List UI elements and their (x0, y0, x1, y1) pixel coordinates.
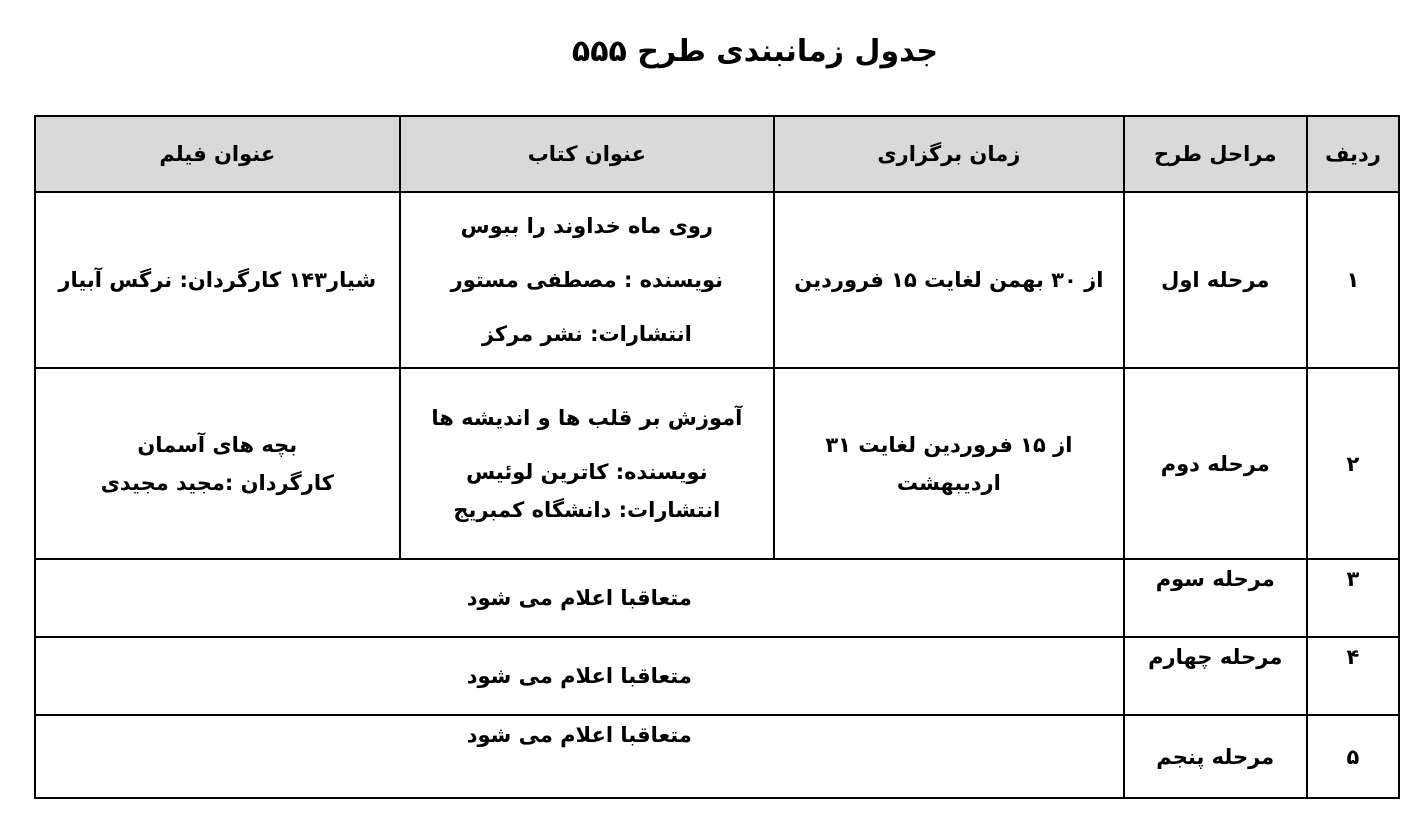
book-author: نویسنده : مصطفی مستور (450, 268, 724, 292)
row-number: ۱ (1307, 192, 1399, 368)
table-row (35, 637, 1399, 715)
row-number: ۴ (1307, 637, 1399, 715)
film-line: کارگردان :مجید مجیدی (100, 470, 334, 495)
table-row (35, 715, 1399, 798)
book-spacer (407, 437, 768, 453)
schedule-table (34, 115, 1400, 799)
time-cell (774, 368, 1124, 559)
book-title: روی ماه خداوند را ببوس (460, 214, 713, 238)
header-phase: مراحل طرح (1124, 116, 1307, 192)
announcement-cell: متعاقبا اعلام می شود (35, 637, 1124, 715)
book-cell (400, 192, 775, 368)
phase-cell: مرحله دوم (1124, 368, 1307, 559)
page-title: جدول زمانبندی طرح ۵۵۵ (571, 34, 939, 69)
header-row (35, 116, 1399, 192)
row-number: ۲ (1307, 368, 1399, 559)
table-row (35, 192, 1399, 368)
header-book: عنوان کتاب (400, 116, 775, 192)
header-row-number: ردیف (1307, 116, 1399, 192)
table-row (35, 559, 1399, 637)
book-publisher: انتشارات: دانشگاه کمبریج (453, 497, 721, 522)
table-row (35, 368, 1399, 559)
announcement-cell: متعاقبا اعلام می شود (35, 715, 1124, 798)
phase-cell: مرحله پنجم (1124, 715, 1307, 798)
book-title: آموزش بر قلب ها و اندیشه ها (431, 405, 743, 430)
header-film: عنوان فیلم (35, 116, 400, 192)
film-line: شیار۱۴۳ کارگردان: نرگس آبیار (58, 268, 377, 292)
row-number: ۳ (1307, 559, 1399, 637)
phase-cell: مرحله چهارم (1124, 637, 1307, 715)
header-time: زمان برگزاری (774, 116, 1124, 192)
film-line: بچه های آسمان (137, 432, 298, 457)
announcement-cell: متعاقبا اعلام می شود (35, 559, 1124, 637)
book-author: نویسنده: کاترین لوئیس (466, 459, 708, 484)
film-cell (35, 368, 400, 559)
film-cell (35, 192, 400, 368)
time-cell (774, 192, 1124, 368)
time-line: اردیبهشت (896, 470, 1001, 495)
phase-cell: مرحله اول (1124, 192, 1307, 368)
time-line: از ۱۵ فروردین لغایت ۳۱ (825, 432, 1073, 457)
book-cell (400, 368, 775, 559)
time-line: از ۳۰ بهمن لغایت ۱۵ فروردین (794, 268, 1104, 292)
book-publisher: انتشارات: نشر مرکز (481, 322, 692, 346)
phase-cell: مرحله سوم (1124, 559, 1307, 637)
row-number: ۵ (1307, 715, 1399, 798)
